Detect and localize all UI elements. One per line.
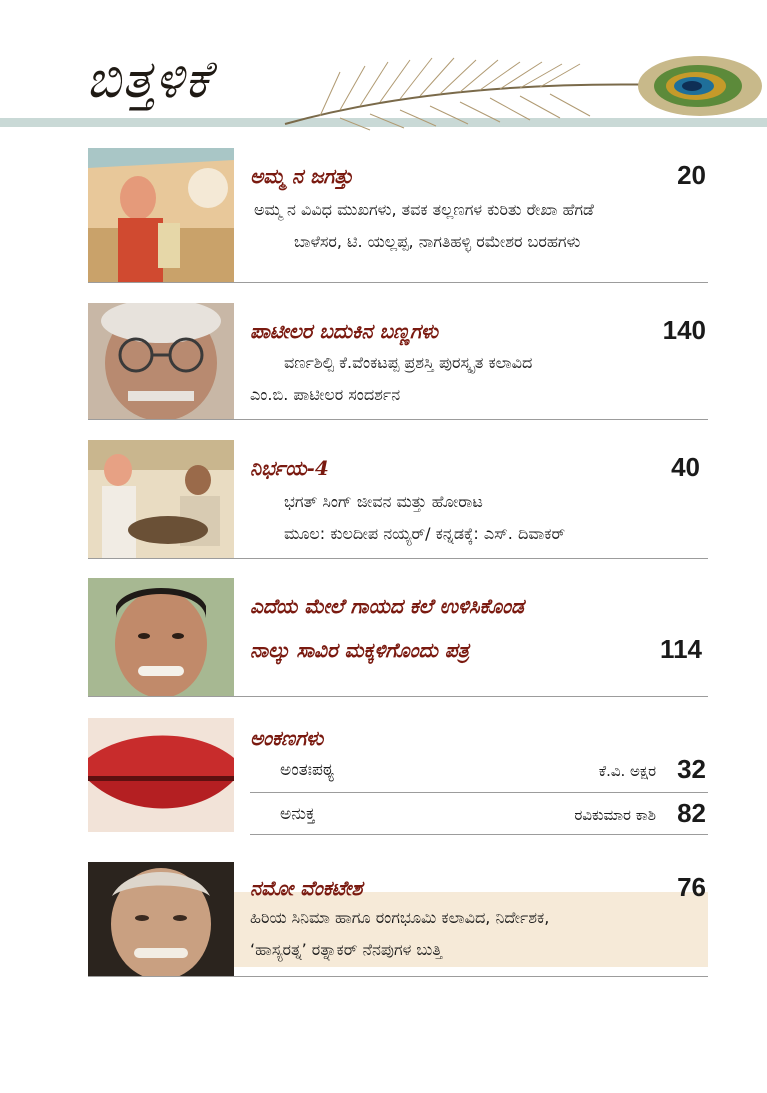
article-heading-continued[interactable]: ನಾಲ್ಕು ಸಾವಿರ ಮಕ್ಕಳಿಗೊಂದು ಪತ್ರ — [250, 638, 470, 662]
illustration-thumbnail — [88, 440, 234, 558]
column-title[interactable]: ಅನುಕ್ತ — [280, 804, 316, 824]
column-row[interactable] — [250, 792, 708, 835]
painting-thumbnail — [88, 148, 234, 282]
article-description: ಹಿರಿಯ ಸಿನಿಮಾ ಹಾಗೂ ರಂಗಭೂಮಿ ಕಲಾವಿದ, ನಿರ್ದೇಶಕ, — [250, 908, 550, 927]
article-heading[interactable]: ಅಮ್ಮ ನ ಜಗತ್ತು — [250, 164, 353, 188]
article-row[interactable] — [88, 578, 708, 697]
article-row[interactable] — [88, 303, 708, 420]
page-number: 76 — [677, 872, 706, 902]
portrait-thumbnail — [88, 578, 234, 696]
article-description: ಎಂ.ಬಿ. ಪಾಟೀಲರ ಸಂದರ್ಶನ — [250, 385, 401, 404]
article-description: ಭಗತ್ ಸಿಂಗ್ ಜೀವನ ಮತ್ತು ಹೋರಾಟ — [284, 492, 483, 511]
article-description: ವರ್ಣಶಿಲ್ಪಿ ಕೆ.ವೆಂಕಟಪ್ಪ ಪ್ರಶಸ್ತಿ ಪುರಸ್ಕೃತ ಕಲಾವಿದ — [284, 353, 533, 372]
header — [0, 0, 767, 135]
article-row[interactable] — [88, 862, 708, 977]
column-author: ಕೆ.ವಿ. ಅಕ್ಷರ — [598, 762, 656, 780]
page-number: 32 — [677, 754, 706, 784]
page-number: 82 — [677, 798, 706, 828]
column-title[interactable]: ಅಂತಃಪಠ್ಯ — [280, 760, 335, 780]
article-description: ‘ಹಾಸ್ಯರತ್ನ’ ರತ್ನಾಕರ್ ನೆನಪುಗಳ ಬುತ್ತಿ — [250, 940, 443, 959]
portrait-thumbnail — [88, 303, 234, 419]
page-title: ಬಿತ್ತಳಿಕೆ — [86, 50, 211, 110]
article-heading[interactable]: ನಮೋ ವೆಂಕಟೇಶ — [250, 876, 363, 900]
section-heading: ಅಂಕಣಗಳು — [250, 726, 324, 750]
article-heading[interactable]: ಎದೆಯ ಮೇಲೆ ಗಾಯದ ಕಲೆ ಉಳಿಸಿಕೊಂಡ — [250, 594, 524, 618]
page-number: 114 — [660, 634, 702, 664]
article-description: ಮೂಲ: ಕುಲದೀಪ ನಯ್ಯರ್/ ಕನ್ನಡಕ್ಕೆ: ಎಸ್. ದಿವಾಕರ್ — [284, 524, 566, 543]
columns-section — [88, 718, 708, 832]
page-number: 40 — [671, 452, 700, 482]
article-row[interactable] — [88, 148, 708, 283]
article-heading[interactable]: ನಿರ್ಭಯ-4 — [250, 456, 329, 480]
peacock-feather-icon — [280, 52, 765, 132]
column-author: ರವಿಕುಮಾರ ಕಾಶಿ — [574, 806, 656, 824]
article-description: ಬಾಳೆಸರ, ಟಿ. ಯಲ್ಲಪ್ಪ, ನಾಗತಿಹಳ್ಳಿ ರಮೇಶರ ಬರಹಗಳು — [294, 232, 581, 251]
page-number: 20 — [677, 160, 706, 190]
lips-thumbnail — [88, 718, 234, 832]
page-number: 140 — [662, 315, 706, 345]
column-row[interactable] — [250, 748, 708, 793]
article-description: ಅಮ್ಮ ನ ವಿವಿಧ ಮುಖಗಳು, ತವಕ ತಲ್ಲಣಗಳ ಕುರಿತು ರೇಖಾ ಹೆಗಡೆ — [254, 200, 594, 219]
portrait-thumbnail — [88, 862, 234, 976]
article-row[interactable] — [88, 440, 708, 559]
article-heading[interactable]: ಪಾಟೀಲರ ಬದುಕಿನ ಬಣ್ಣಗಳು — [250, 319, 439, 343]
